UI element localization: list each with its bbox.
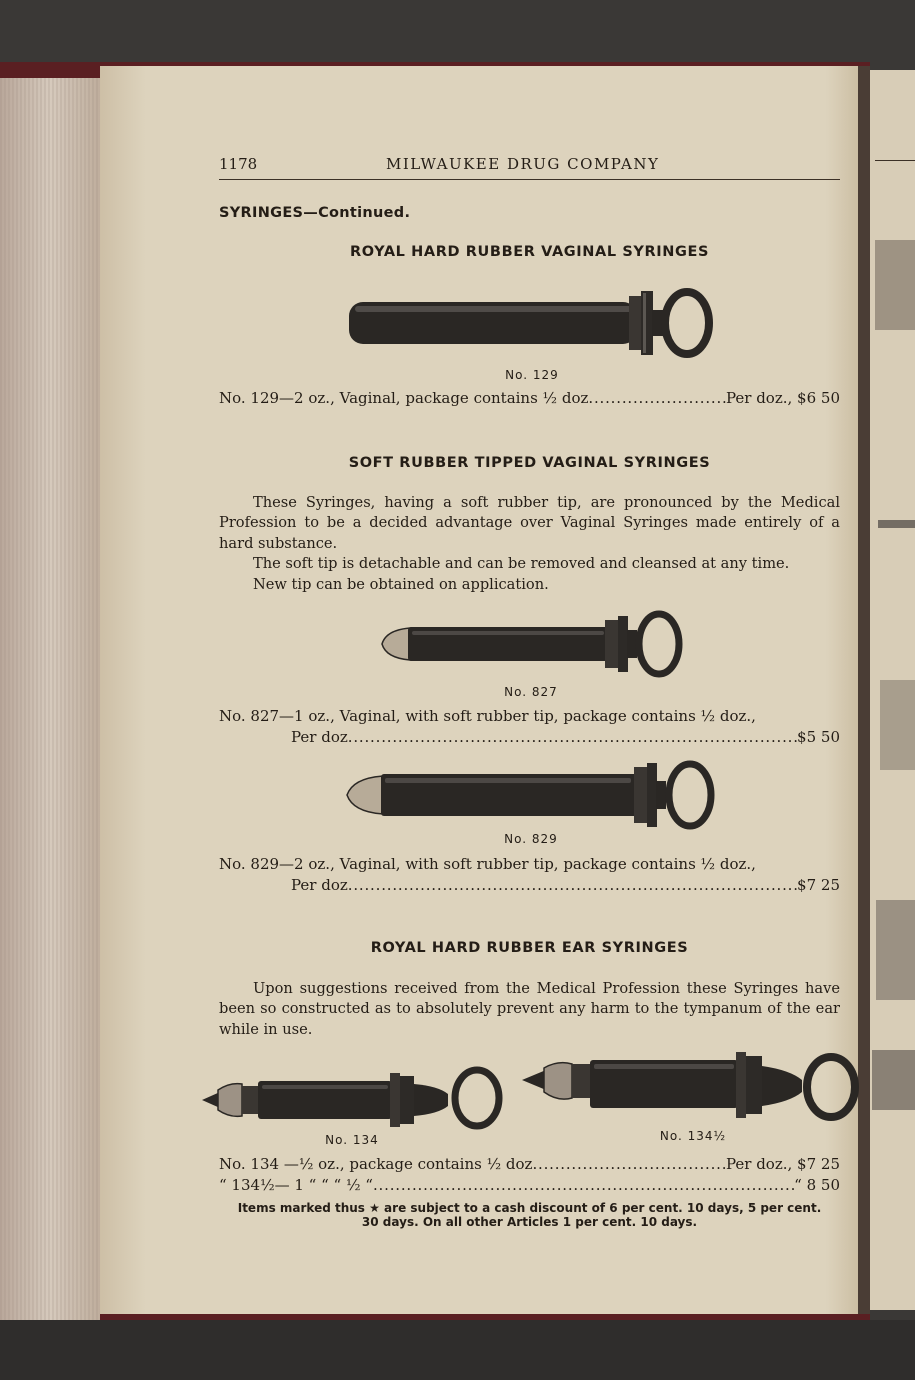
item-134-half-price: “ 8 50	[794, 1176, 840, 1194]
continued-heading: SYRINGES—Continued.	[219, 205, 411, 221]
section-title-soft-tipped: SOFT RUBBER TIPPED VAGINAL SYRINGES	[348, 455, 711, 471]
item-129-desc: No. 129—2 oz., Vaginal, package contains ½ doz	[219, 389, 589, 407]
price-line-134	[219, 1155, 840, 1173]
ear-para: Upon suggestions received from the Medical Profession these Syringes have been so constructed as to absolutely prevent any harm to the tympanum of the ear while in use.	[219, 980, 840, 1038]
syringe-829-illustration	[345, 758, 720, 832]
soft-tipped-para-1: These Syringes, having a soft rubber tip, are pronounced by the Medical Profession to be a decided advantage over Vaginal Syringes made entirely of a hard substance.	[219, 494, 840, 552]
price-line-134-half	[219, 1176, 840, 1194]
caption-no-134-half: No. 134½	[659, 1129, 727, 1143]
price-line-827	[291, 728, 840, 746]
soft-tipped-para-2: The soft tip is detachable and can be removed and cleansed at any time.	[253, 555, 790, 573]
discount-footnote	[219, 1201, 840, 1229]
footnote-line-2: 30 days. On all other Articles 1 per cent. 10 days.	[361, 1215, 698, 1229]
caption-no-134: No. 134	[325, 1133, 379, 1147]
ear-description	[219, 979, 840, 1040]
item-134-price: Per doz., $7 25	[725, 1155, 840, 1173]
item-829-line1: No. 829—2 oz., Vaginal, with soft rubber tip, package contains ½ doz.,	[219, 855, 756, 873]
item-829-desc: Per doz	[291, 876, 348, 894]
item-827-price: $5 50	[797, 728, 840, 746]
item-829-price: $7 25	[797, 876, 840, 894]
item-134-half-desc: “ 134½— 1 “ “ “ ½ “	[219, 1176, 373, 1194]
section-title-ear: ROYAL HARD RUBBER EAR SYRINGES	[370, 940, 689, 956]
caption-no-827: No. 827	[504, 685, 558, 699]
item-134-desc: No. 134 —½ oz., package contains ½ doz	[219, 1155, 533, 1173]
soft-tipped-description	[219, 493, 840, 595]
syringe-134-half-illustration	[522, 1050, 862, 1128]
caption-no-129: No. 129	[505, 368, 559, 382]
footnote-line-1: Items marked thus ★ are subject to a cash discount of 6 per cent. 10 days, 5 per cent.	[237, 1201, 822, 1215]
syringe-134-illustration	[202, 1060, 507, 1130]
syringe-827-illustration	[380, 608, 690, 680]
item-827-line1: No. 827—1 oz., Vaginal, with soft rubber tip, package contains ½ doz.,	[219, 707, 756, 725]
price-line-129	[219, 389, 840, 407]
price-line-829	[291, 876, 840, 894]
item-129-price: Per doz., $6 50	[725, 389, 840, 407]
running-head: MILWAUKEE DRUG COMPANY	[386, 155, 660, 173]
section-title-royal-vaginal: ROYAL HARD RUBBER VAGINAL SYRINGES	[349, 244, 710, 260]
item-827-desc: Per doz	[291, 728, 348, 746]
caption-no-829: No. 829	[504, 832, 558, 846]
header-rule	[219, 179, 840, 180]
soft-tipped-para-3: New tip can be obtained on application.	[253, 575, 549, 593]
syringe-129-illustration	[345, 288, 717, 360]
page-number: 1178	[219, 155, 258, 173]
